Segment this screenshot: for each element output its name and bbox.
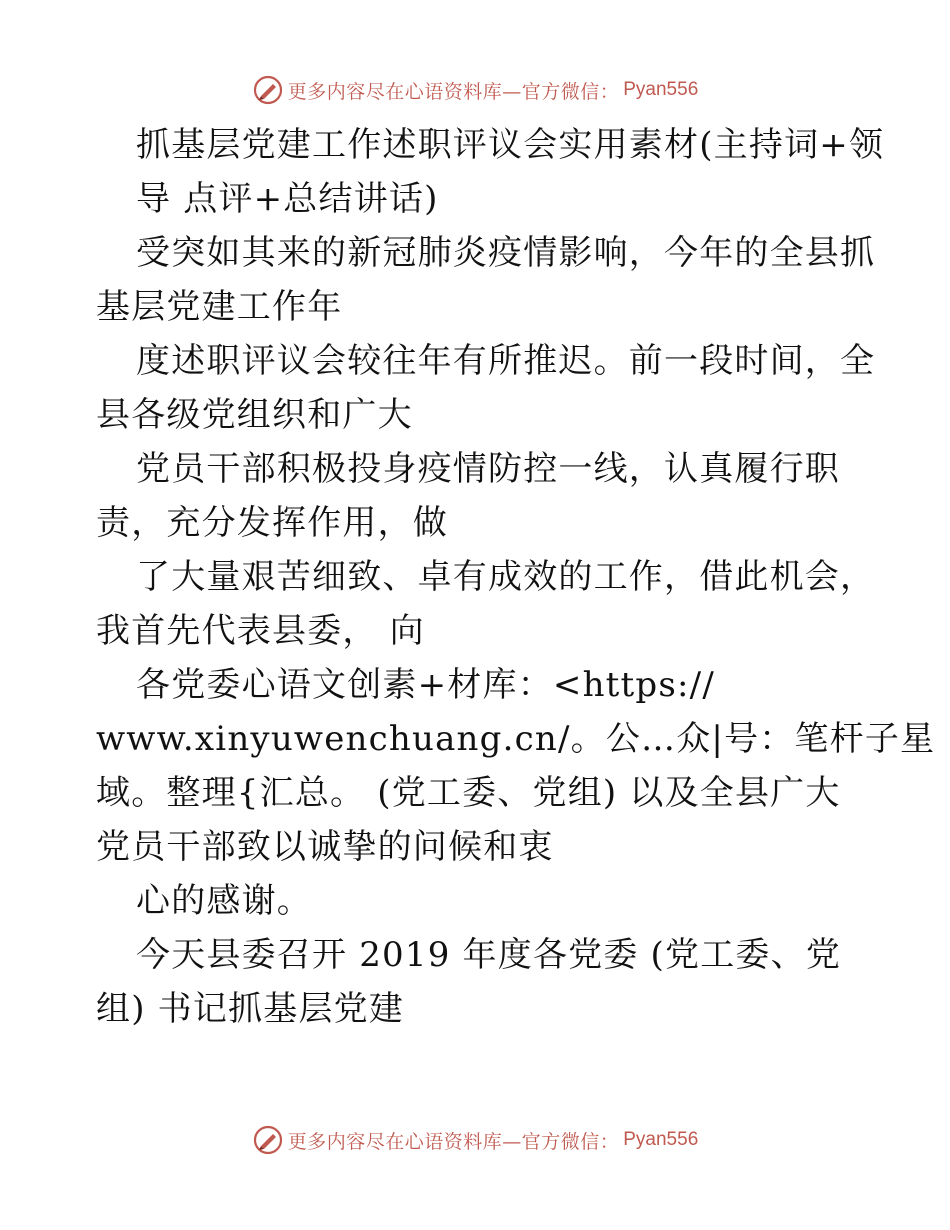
paragraph-line: 组) 书记抓基层党建	[96, 989, 405, 1029]
header-watermark	[0, 70, 950, 110]
paragraph-line: 我首先代表县委， 向	[96, 611, 425, 651]
paragraph-line: 受突如其来的新冠肺炎疫情影响，今年的全县抓	[136, 233, 876, 273]
paragraph-line: 度述职评议会较往年有所推迟。前一段时间，全	[136, 341, 876, 381]
paragraph-line: 党员干部致以诚挚的问候和衷	[96, 827, 554, 867]
paragraph-line: 了大量艰苦细致、卓有成效的工作，借此机会，	[136, 557, 876, 597]
paragraph-line: 县各级党组织和广大	[96, 395, 413, 435]
paragraph-line: 域。整理{汇总。 (党工委、党组) 以及全县广大	[96, 773, 841, 813]
paragraph-line: www.xinyuwenchuang.cn/。公…众|号：笔杆子星	[96, 719, 936, 759]
title-line-1: 抓基层党建工作述职评议会实用素材(主持词+领	[136, 125, 885, 165]
pen-logo-icon	[252, 74, 284, 106]
paragraph-line: 责，充分发挥作用，做	[96, 503, 448, 543]
footer-watermark	[0, 1120, 950, 1160]
paragraph-line: 党员干部积极投身疫情防控一线，认真履行职	[136, 449, 840, 489]
watermark-wechat-id: Pyan556	[623, 1129, 699, 1150]
watermark-wechat-id: Pyan556	[623, 79, 699, 100]
title-line-2: 导 点评+总结讲话)	[136, 179, 439, 219]
paragraph-line: 今天县委召开 2019 年度各党委 (党工委、党	[136, 935, 842, 975]
paragraph-line: 基层党建工作年	[96, 287, 343, 327]
watermark-text: 更多内容尽在心语资料库—官方微信：	[287, 1130, 620, 1153]
watermark-text: 更多内容尽在心语资料库—官方微信：	[287, 80, 620, 103]
document-body	[96, 118, 936, 1036]
paragraph-line: 心的感谢。	[136, 881, 312, 921]
paragraph-line: 各党委心语文创素+材库：<https://	[136, 665, 715, 705]
pen-logo-icon	[252, 1124, 284, 1156]
